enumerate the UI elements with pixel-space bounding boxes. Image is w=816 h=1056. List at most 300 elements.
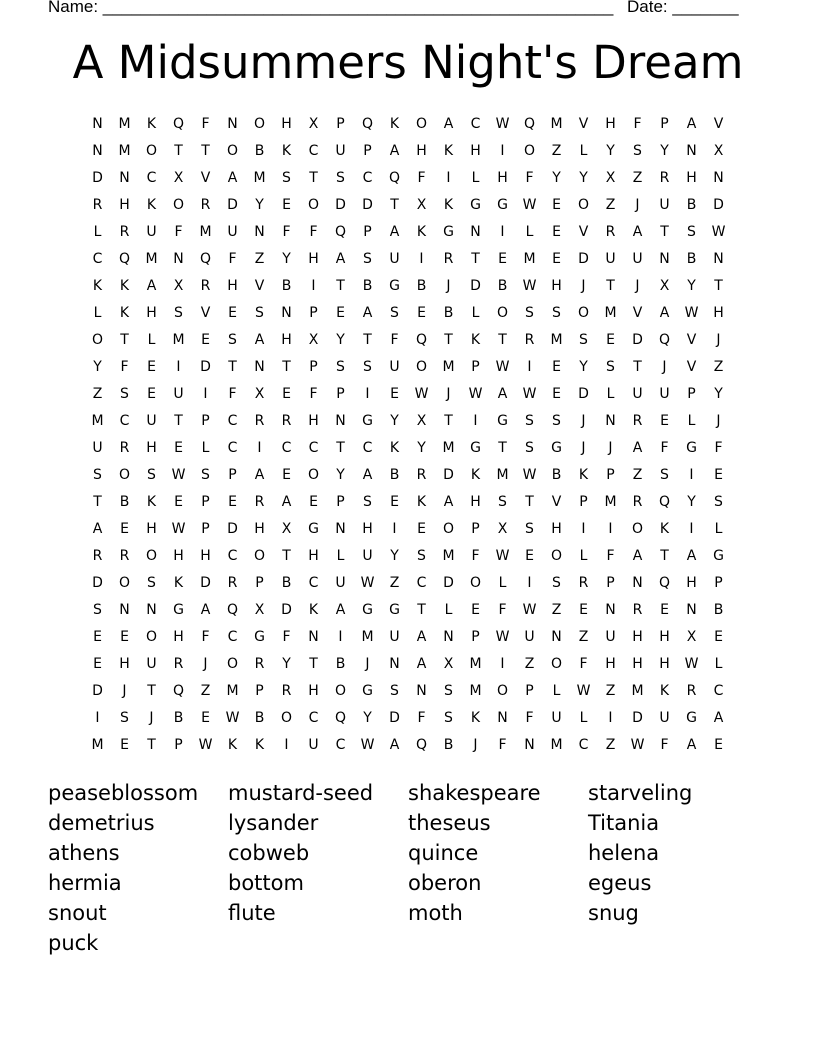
grid-letter: E xyxy=(228,494,237,510)
grid-letter: L xyxy=(714,521,723,537)
grid-letter: N xyxy=(416,683,427,699)
grid-letter: D xyxy=(632,710,643,726)
grid-letter: W xyxy=(522,602,537,618)
grid-letter: O xyxy=(550,656,563,672)
grid-letter: R xyxy=(659,170,670,186)
grid-letter: A xyxy=(254,332,265,348)
grid-letter: S xyxy=(687,224,696,240)
grid-letter: U xyxy=(659,197,670,213)
grid-letter: A xyxy=(497,386,508,402)
grid-letter: L xyxy=(714,656,723,672)
grid-letter: Y xyxy=(336,467,345,483)
grid-letter: E xyxy=(120,521,129,537)
grid-letter: I xyxy=(500,224,505,240)
grid-letter: D xyxy=(632,332,643,348)
grid-letter: F xyxy=(525,170,534,186)
grid-letter: K xyxy=(389,116,400,132)
grid-letter: U xyxy=(335,143,346,159)
grid-letter: F xyxy=(714,440,723,456)
grid-letter: O xyxy=(307,467,320,483)
grid-letter: E xyxy=(174,440,183,456)
name-line: Name: ______________________________________________________ xyxy=(48,0,614,16)
grid-letter: I xyxy=(473,413,478,429)
grid-letter: Y xyxy=(390,413,399,429)
word-bank-item: oberon xyxy=(408,871,482,895)
grid-letter: B xyxy=(416,278,427,294)
grid-letter: I xyxy=(446,170,451,186)
grid-row xyxy=(84,408,732,435)
grid-letter: O xyxy=(226,143,239,159)
grid-letter: P xyxy=(363,143,372,159)
grid-letter: H xyxy=(605,656,616,672)
grid-row xyxy=(84,219,732,246)
grid-letter: L xyxy=(336,548,345,564)
grid-letter: R xyxy=(416,467,427,483)
grid-letter: Y xyxy=(282,251,291,267)
grid-letter: B xyxy=(389,467,400,483)
grid-letter: H xyxy=(281,332,292,348)
grid-letter: S xyxy=(417,548,426,564)
grid-letter: K xyxy=(416,224,427,240)
grid-letter: D xyxy=(443,467,454,483)
grid-row xyxy=(84,489,732,516)
grid-letter: Y xyxy=(579,170,588,186)
grid-letter: Q xyxy=(199,251,212,267)
grid-letter: S xyxy=(444,683,453,699)
grid-letter: L xyxy=(579,548,588,564)
grid-letter: O xyxy=(253,116,266,132)
grid-letter: I xyxy=(500,143,505,159)
grid-letter: N xyxy=(659,251,670,267)
grid-letter: D xyxy=(443,575,454,591)
grid-letter: U xyxy=(605,251,616,267)
grid-letter: Z xyxy=(254,251,265,267)
grid-letter: O xyxy=(442,521,455,537)
grid-letter: I xyxy=(500,656,505,672)
grid-letter: S xyxy=(525,413,534,429)
grid-letter: Z xyxy=(389,575,400,591)
grid-row xyxy=(84,300,732,327)
grid-letter: U xyxy=(146,413,157,429)
grid-letter: H xyxy=(119,197,130,213)
grid-letter: D xyxy=(200,359,211,375)
grid-letter: H xyxy=(200,548,211,564)
grid-letter: E xyxy=(390,494,399,510)
grid-letter: W xyxy=(495,359,510,375)
grid-letter: M xyxy=(442,548,455,564)
word-bank-item: moth xyxy=(408,901,463,925)
word-bank-item: quince xyxy=(408,841,479,865)
grid-letter: P xyxy=(471,629,480,645)
grid-letter: Q xyxy=(361,116,374,132)
grid-letter: O xyxy=(226,656,239,672)
grid-letter: K xyxy=(119,305,130,321)
grid-letter: L xyxy=(525,224,534,240)
grid-letter: D xyxy=(281,602,292,618)
grid-letter: N xyxy=(605,602,616,618)
grid-letter: T xyxy=(228,359,237,375)
grid-letter: R xyxy=(578,575,589,591)
grid-letter: X xyxy=(254,602,265,618)
grid-letter: E xyxy=(336,305,345,321)
grid-letter: X xyxy=(173,170,184,186)
grid-letter: K xyxy=(443,143,454,159)
grid-letter: N xyxy=(254,224,265,240)
grid-letter: D xyxy=(92,575,103,591)
word-bank-item: lysander xyxy=(228,811,319,835)
grid-letter: H xyxy=(416,143,427,159)
grid-letter: D xyxy=(335,197,346,213)
grid-letter: O xyxy=(280,710,293,726)
grid-row xyxy=(84,192,732,219)
grid-letter: M xyxy=(469,683,482,699)
grid-letter: K xyxy=(146,116,157,132)
grid-letter: C xyxy=(92,251,103,267)
grid-letter: P xyxy=(201,413,210,429)
grid-letter: S xyxy=(120,386,129,402)
grid-letter: S xyxy=(336,359,345,375)
grid-letter: H xyxy=(632,629,643,645)
grid-letter: B xyxy=(335,656,346,672)
grid-row xyxy=(84,273,732,300)
grid-letter: A xyxy=(254,467,265,483)
grid-letter: H xyxy=(254,521,265,537)
grid-letter: U xyxy=(335,575,346,591)
grid-letter: A xyxy=(389,143,400,159)
grid-letter: A xyxy=(686,548,697,564)
word-bank-item: hermia xyxy=(48,871,122,895)
grid-letter: T xyxy=(498,332,507,348)
grid-letter: T xyxy=(660,548,669,564)
grid-letter: E xyxy=(498,251,507,267)
grid-letter: X xyxy=(497,521,508,537)
word-bank-item: bottom xyxy=(228,871,304,895)
grid-letter: R xyxy=(173,656,184,672)
grid-letter: X xyxy=(281,521,292,537)
grid-letter: N xyxy=(146,602,157,618)
grid-letter: N xyxy=(713,251,724,267)
grid-letter: M xyxy=(361,629,374,645)
grid-letter: E xyxy=(579,602,588,618)
grid-letter: L xyxy=(579,143,588,159)
grid-letter: Y xyxy=(282,656,291,672)
grid-letter: J xyxy=(581,440,586,456)
grid-letter: Z xyxy=(551,143,562,159)
grid-letter: I xyxy=(365,386,370,402)
grid-letter: A xyxy=(335,602,346,618)
grid-letter: R xyxy=(200,197,211,213)
grid-letter: N xyxy=(119,170,130,186)
grid-letter: S xyxy=(606,359,615,375)
grid-letter: P xyxy=(606,575,615,591)
grid-letter: F xyxy=(282,629,291,645)
grid-letter: V xyxy=(686,332,697,348)
grid-letter: X xyxy=(308,332,319,348)
grid-letter: K xyxy=(173,575,184,591)
grid-letter: F xyxy=(201,629,210,645)
grid-row xyxy=(84,435,732,462)
grid-letter: J xyxy=(149,710,154,726)
grid-letter: H xyxy=(173,629,184,645)
grid-letter: W xyxy=(171,521,186,537)
grid-letter: I xyxy=(581,521,586,537)
word-bank-item: mustard-seed xyxy=(228,781,374,805)
grid-letter: T xyxy=(174,143,183,159)
grid-letter: B xyxy=(686,197,697,213)
grid-letter: K xyxy=(470,332,481,348)
grid-letter: I xyxy=(257,440,262,456)
grid-letter: U xyxy=(605,629,616,645)
grid-letter: L xyxy=(687,413,696,429)
grid-letter: S xyxy=(579,332,588,348)
grid-letter: G xyxy=(497,197,508,213)
grid-letter: H xyxy=(119,656,130,672)
grid-letter: Y xyxy=(579,359,588,375)
grid-letter: E xyxy=(120,629,129,645)
grid-letter: F xyxy=(201,116,210,132)
grid-letter: W xyxy=(360,575,375,591)
grid-letter: J xyxy=(581,278,586,294)
grid-letter: V xyxy=(200,305,211,321)
grid-letter: E xyxy=(714,467,723,483)
grid-letter: Q xyxy=(172,683,185,699)
grid-letter: A xyxy=(416,656,427,672)
grid-row xyxy=(84,111,732,138)
grid-letter: F xyxy=(417,710,426,726)
grid-letter: C xyxy=(470,116,481,132)
grid-letter: C xyxy=(308,143,319,159)
grid-letter: J xyxy=(365,656,370,672)
grid-letter: Q xyxy=(226,602,239,618)
grid-letter: U xyxy=(551,710,562,726)
grid-letter: S xyxy=(336,170,345,186)
grid-letter: Y xyxy=(714,386,723,402)
grid-letter: L xyxy=(552,683,561,699)
grid-row xyxy=(84,354,732,381)
grid-letter: A xyxy=(632,440,643,456)
grid-letter: C xyxy=(227,629,238,645)
grid-letter: W xyxy=(360,737,375,753)
grid-letter: B xyxy=(551,467,562,483)
date-line: Date: _______ xyxy=(627,0,739,16)
word-bank-item: puck xyxy=(48,931,99,955)
grid-letter: B xyxy=(686,251,697,267)
grid-letter: G xyxy=(173,602,184,618)
grid-letter: M xyxy=(550,116,563,132)
grid-letter: R xyxy=(227,575,238,591)
grid-letter: R xyxy=(443,251,454,267)
grid-letter: E xyxy=(552,251,561,267)
grid-letter: N xyxy=(605,413,616,429)
grid-letter: U xyxy=(389,629,400,645)
grid-letter: T xyxy=(201,143,210,159)
grid-letter: U xyxy=(389,359,400,375)
grid-letter: D xyxy=(227,197,238,213)
grid-letter: H xyxy=(497,170,508,186)
grid-letter: R xyxy=(632,494,643,510)
word-bank-item: shakespeare xyxy=(408,781,541,805)
grid-letter: A xyxy=(335,251,346,267)
grid-letter: S xyxy=(255,305,264,321)
grid-letter: D xyxy=(227,521,238,537)
grid-letter: A xyxy=(416,629,427,645)
grid-row xyxy=(84,516,732,543)
grid-letter: B xyxy=(713,602,724,618)
grid-letter: S xyxy=(390,305,399,321)
grid-letter: N xyxy=(92,116,103,132)
grid-letter: H xyxy=(146,521,157,537)
grid-letter: J xyxy=(662,359,667,375)
grid-letter: O xyxy=(253,548,266,564)
word-bank-item: snout xyxy=(48,901,107,925)
grid-letter: F xyxy=(660,440,669,456)
grid-letter: O xyxy=(415,116,428,132)
grid-letter: I xyxy=(392,521,397,537)
grid-letter: E xyxy=(552,386,561,402)
grid-letter: A xyxy=(443,494,454,510)
grid-letter: K xyxy=(92,278,103,294)
grid-letter: B xyxy=(281,278,292,294)
grid-letter: P xyxy=(471,521,480,537)
grid-letter: E xyxy=(660,602,669,618)
word-bank-item: Titania xyxy=(588,811,660,835)
grid-letter: E xyxy=(201,710,210,726)
grid-letter: R xyxy=(119,440,130,456)
grid-letter: G xyxy=(497,413,508,429)
grid-row xyxy=(84,624,732,651)
grid-letter: H xyxy=(308,413,319,429)
grid-letter: C xyxy=(227,413,238,429)
grid-letter: A xyxy=(200,602,211,618)
grid-letter: T xyxy=(444,332,453,348)
grid-letter: W xyxy=(522,197,537,213)
grid-letter: U xyxy=(146,224,157,240)
grid-letter: T xyxy=(336,440,345,456)
grid-letter: C xyxy=(362,170,373,186)
grid-letter: O xyxy=(118,467,131,483)
grid-letter: I xyxy=(419,251,424,267)
grid-letter: S xyxy=(525,521,534,537)
grid-letter: D xyxy=(389,710,400,726)
grid-letter: H xyxy=(308,683,319,699)
grid-letter: G xyxy=(308,521,319,537)
grid-letter: D xyxy=(200,575,211,591)
grid-letter: W xyxy=(495,629,510,645)
grid-letter: K xyxy=(443,197,454,213)
grid-letter: Z xyxy=(605,737,616,753)
grid-letter: F xyxy=(471,548,480,564)
grid-letter: E xyxy=(552,197,561,213)
grid-letter: S xyxy=(174,305,183,321)
grid-letter: B xyxy=(362,278,373,294)
grid-letter: F xyxy=(309,386,318,402)
grid-letter: W xyxy=(522,386,537,402)
grid-letter: N xyxy=(443,629,454,645)
grid-letter: R xyxy=(119,224,130,240)
grid-letter: S xyxy=(525,440,534,456)
grid-letter: S xyxy=(363,494,372,510)
page-title: A Midsummers Night's Dream xyxy=(72,36,744,89)
grid-letter: O xyxy=(469,575,482,591)
grid-letter: U xyxy=(92,440,103,456)
grid-letter: S xyxy=(363,251,372,267)
grid-letter: G xyxy=(470,197,481,213)
grid-letter: Q xyxy=(415,737,428,753)
grid-letter: P xyxy=(336,386,345,402)
grid-letter: C xyxy=(578,737,589,753)
grid-letter: F xyxy=(606,548,615,564)
grid-letter: N xyxy=(470,224,481,240)
grid-letter: Z xyxy=(524,656,535,672)
grid-letter: M xyxy=(226,683,239,699)
grid-letter: P xyxy=(309,305,318,321)
grid-letter: V xyxy=(578,116,589,132)
grid-letter: O xyxy=(577,197,590,213)
grid-letter: N xyxy=(497,710,508,726)
grid-letter: V xyxy=(632,305,643,321)
grid-letter: T xyxy=(336,278,345,294)
grid-letter: T xyxy=(174,413,183,429)
grid-letter: S xyxy=(282,170,291,186)
grid-letter: X xyxy=(308,116,319,132)
grid-letter: R xyxy=(632,602,643,618)
grid-letter: B xyxy=(497,278,508,294)
grid-letter: E xyxy=(714,629,723,645)
grid-letter: Y xyxy=(687,494,696,510)
grid-letter: M xyxy=(199,224,212,240)
grid-letter: I xyxy=(608,521,613,537)
grid-letter: S xyxy=(498,494,507,510)
grid-letter: G xyxy=(389,602,400,618)
grid-letter: Y xyxy=(606,143,615,159)
grid-letter: Q xyxy=(388,170,401,186)
grid-letter: O xyxy=(550,548,563,564)
grid-letter: R xyxy=(605,224,616,240)
grid-letter: A xyxy=(227,170,238,186)
grid-letter: G xyxy=(713,548,724,564)
grid-letter: D xyxy=(92,683,103,699)
grid-letter: H xyxy=(308,251,319,267)
grid-letter: O xyxy=(307,197,320,213)
grid-letter: F xyxy=(660,737,669,753)
grid-letter: W xyxy=(468,386,483,402)
grid-letter: C xyxy=(146,170,157,186)
grid-letter: W xyxy=(630,737,645,753)
grid-letter: J xyxy=(203,656,208,672)
grid-letter: S xyxy=(147,575,156,591)
grid-letter: W xyxy=(684,305,699,321)
grid-letter: H xyxy=(470,143,481,159)
grid-letter: T xyxy=(633,359,642,375)
grid-letter: G xyxy=(362,602,373,618)
grid-letter: U xyxy=(659,710,670,726)
grid-letter: H xyxy=(362,521,373,537)
grid-letter: A xyxy=(632,224,643,240)
grid-letter: U xyxy=(308,737,319,753)
grid-letter: A xyxy=(389,737,400,753)
grid-letter: O xyxy=(523,143,536,159)
grid-letter: W xyxy=(198,737,213,753)
grid-letter: P xyxy=(579,494,588,510)
grid-row xyxy=(84,543,732,570)
grid-letter: O xyxy=(118,575,131,591)
grid-letter: B xyxy=(443,305,454,321)
grid-letter: P xyxy=(255,683,264,699)
word-bank-item: snug xyxy=(588,901,639,925)
grid-letter: Y xyxy=(390,548,399,564)
grid-letter: N xyxy=(389,656,400,672)
grid-letter: L xyxy=(579,710,588,726)
